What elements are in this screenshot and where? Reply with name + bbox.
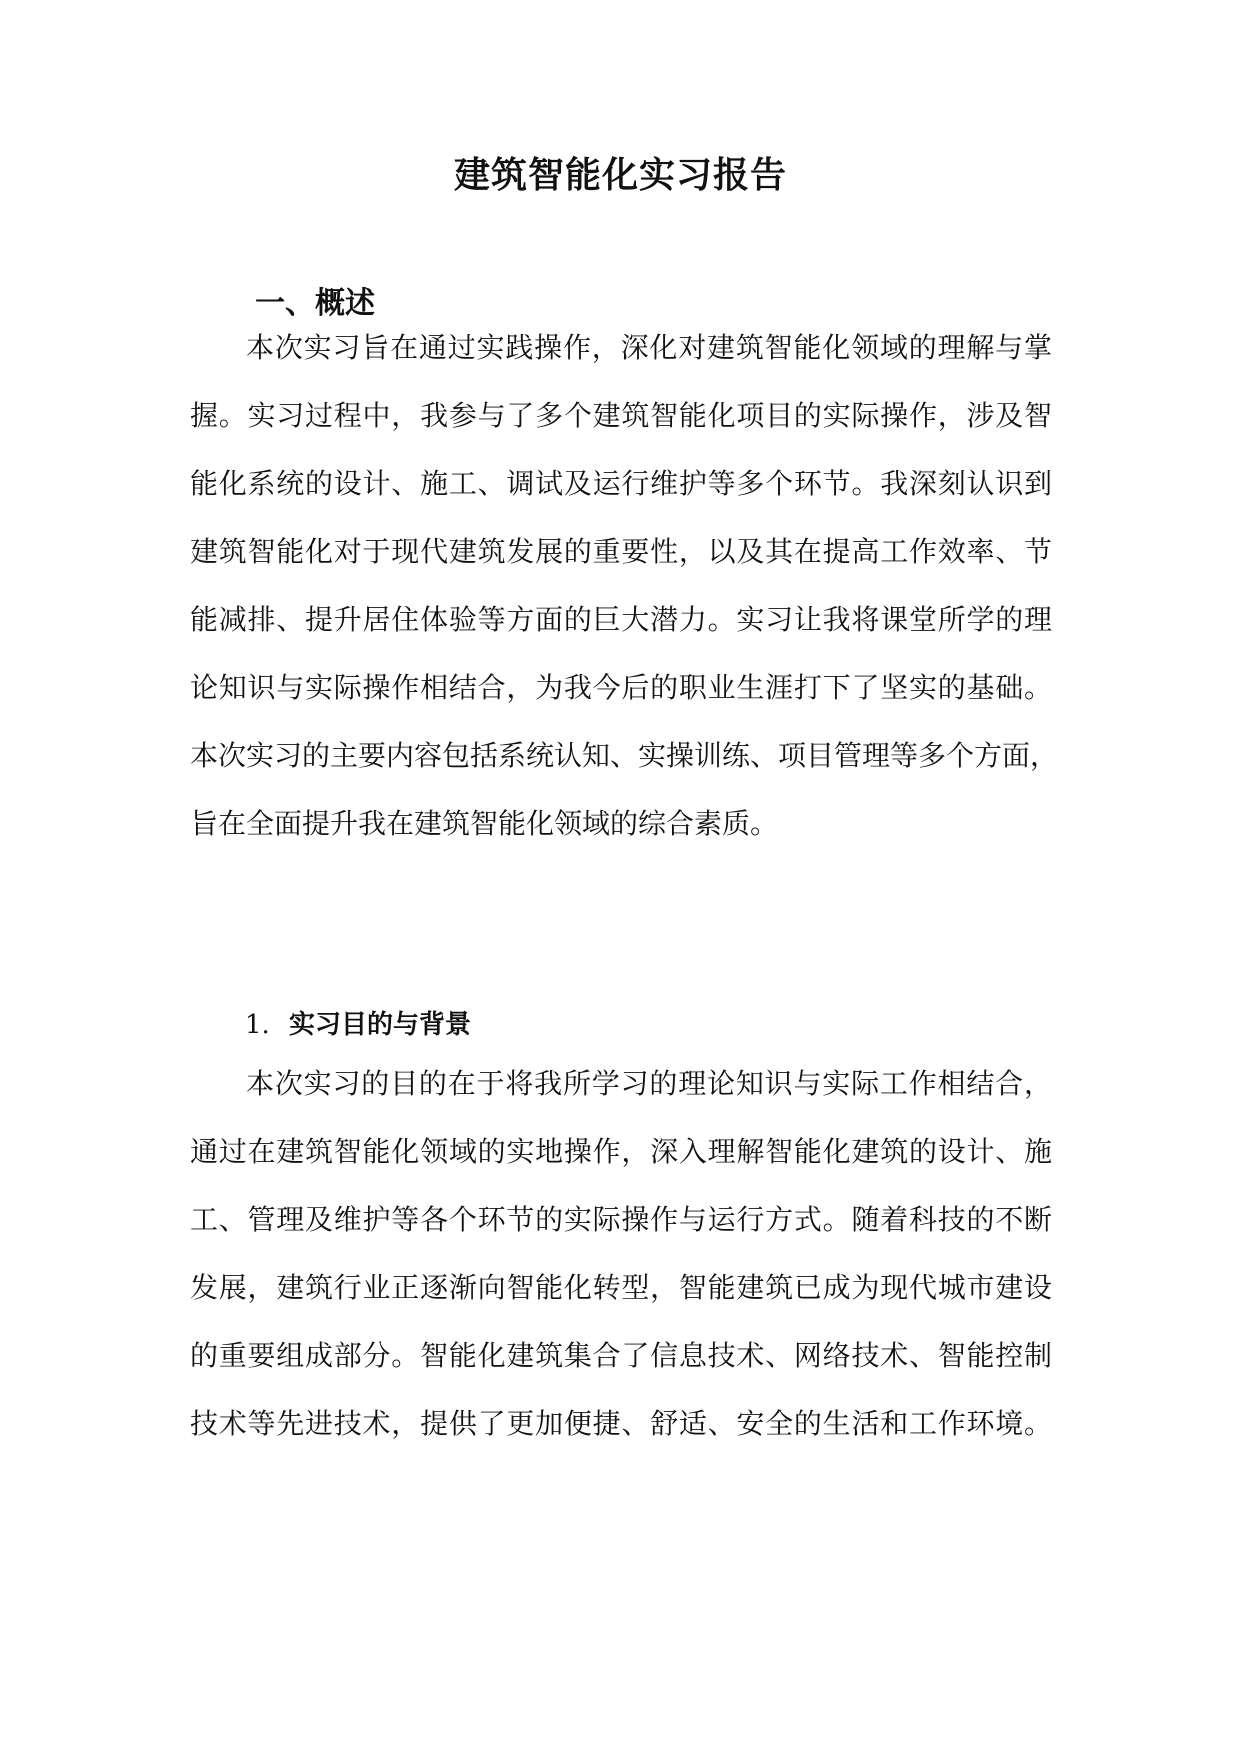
paragraph-line: 本次实习的主要内容包括系统认知、实操训练、项目管理等多个方面，	[190, 739, 1059, 772]
paragraph-line: 技术等先进技术，提供了更加便捷、舒适、安全的生活和工作环境。	[190, 1407, 1052, 1440]
subsection-title: 实习目的与背景	[289, 1010, 472, 1040]
paragraph-line: 工、管理及维护等各个环节的实际操作与运行方式。随着科技的不断	[190, 1203, 1052, 1236]
subsection-heading-purpose-background	[245, 1005, 471, 1045]
paragraph-line: 通过在建筑智能化领域的实地操作，深入理解智能化建筑的设计、施	[190, 1135, 1052, 1168]
paragraph-line: 握。实习过程中，我参与了多个建筑智能化项目的实际操作，涉及智	[190, 399, 1052, 432]
section-heading-overview: 一、概述	[255, 286, 375, 321]
paragraph-line: 能化系统的设计、施工、调试及运行维护等多个环节。我深刻认识到	[190, 467, 1052, 500]
paragraph-line: 能减排、提升居住体验等方面的巨大潜力。实习让我将课堂所学的理	[190, 603, 1052, 636]
paragraph-line: 本次实习的目的在于将我所学习的理论知识与实际工作相结合，	[246, 1067, 1052, 1100]
document-title: 建筑智能化实习报告	[453, 155, 787, 196]
paragraph-line: 旨在全面提升我在建筑智能化领域的综合素质。	[190, 807, 779, 840]
paragraph-line: 发展，建筑行业正逐渐向智能化转型，智能建筑已成为现代城市建设	[190, 1271, 1052, 1304]
paragraph-line: 本次实习旨在通过实践操作，深化对建筑智能化领域的理解与掌	[246, 331, 1052, 364]
paragraph-line: 的重要组成部分。智能化建筑集合了信息技术、网络技术、智能控制	[190, 1339, 1052, 1372]
subsection-number: 1.	[245, 1010, 270, 1040]
paragraph-line: 论知识与实际操作相结合，为我今后的职业生涯打下了坚实的基础。	[190, 671, 1052, 704]
paragraph-line: 建筑智能化对于现代建筑发展的重要性，以及其在提高工作效率、节	[190, 535, 1052, 568]
